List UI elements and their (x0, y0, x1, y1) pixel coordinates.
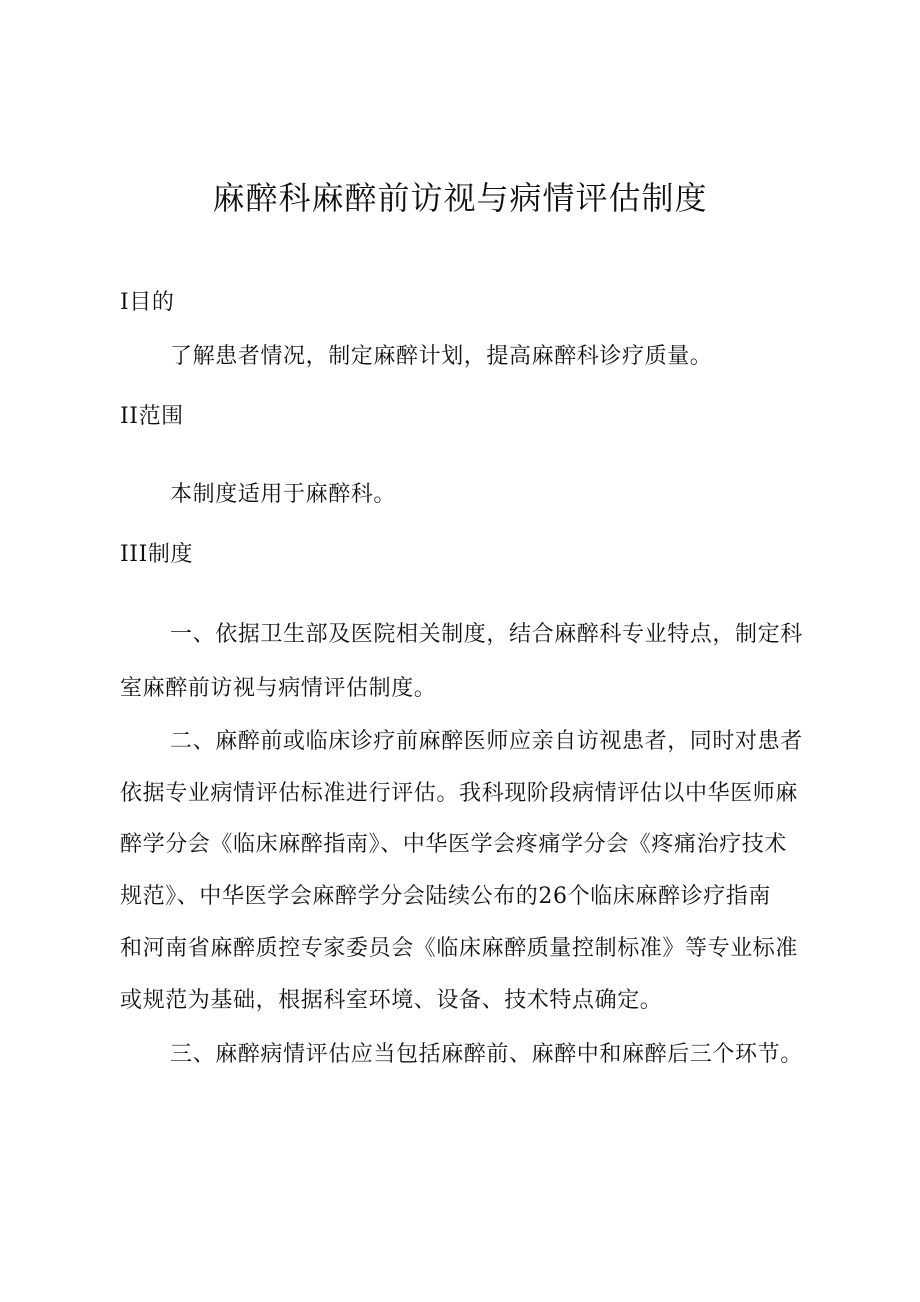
policy-item-2-line-6: 或规范为基础，根据科室环境、设备、技术特点确定。 (120, 988, 663, 1013)
policy-item-2-line-4: 规范》、中华医学会麻醉学分会陆续公布的26个临床麻醉诊疗指南 (120, 884, 771, 909)
policy-item-2-line-2: 依据专业病情评估标准进行评估。我科现阶段病情评估以中华医师麻 (120, 781, 799, 806)
scope-paragraph: 本制度适用于麻醉科。 (170, 482, 397, 507)
section-heading-scope: II范围 (120, 404, 184, 429)
purpose-paragraph: 了解患者情况，制定麻醉计划，提高麻醉科诊疗质量。 (170, 344, 713, 369)
policy-item-2-line-1: 二、麻醉前或临床诊疗前麻醉医师应亲自访视患者，同时对患者 (170, 729, 803, 754)
section-heading-policy: III制度 (120, 542, 194, 567)
policy-item-3-line-1: 三、麻醉病情评估应当包括麻醉前、麻醉中和麻醉后三个环节。 (170, 1042, 803, 1067)
policy-item-1-line-2: 室麻醉前访视与病情评估制度。 (120, 676, 437, 701)
section-heading-purpose: I目的 (120, 290, 175, 315)
page-title: 麻醉科麻醉前访视与病情评估制度 (212, 179, 708, 217)
policy-item-2-line-5: 和河南省麻醉质控专家委员会《临床麻醉质量控制标准》等专业标准 (120, 936, 799, 961)
policy-item-2-line-3: 醉学分会《临床麻醉指南》、中华医学会疼痛学分会《疼痛治疗技术 (120, 832, 788, 857)
policy-item-1-line-1: 一、依据卫生部及医院相关制度，结合麻醉科专业特点，制定科 (170, 622, 803, 647)
